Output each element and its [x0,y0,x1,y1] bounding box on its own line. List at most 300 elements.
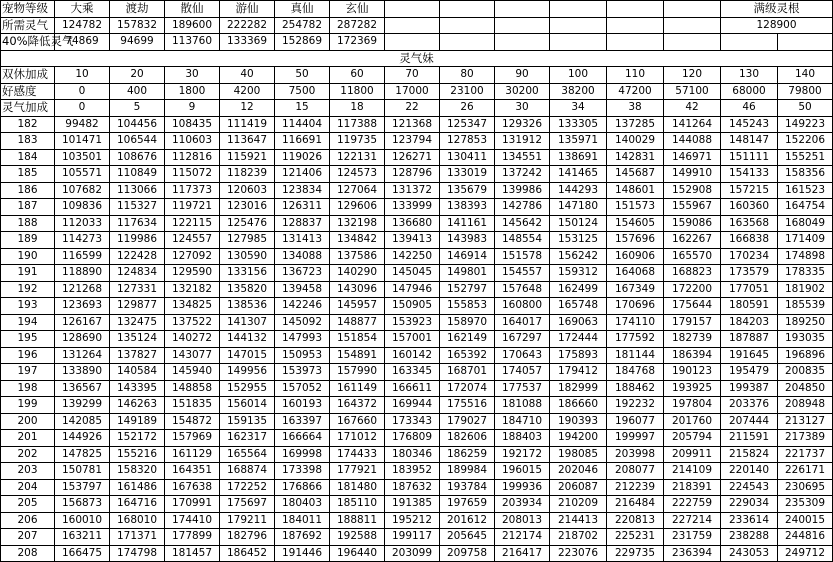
spirit-value-cell: 122115 [165,215,220,232]
spirit-value-cell: 174798 [110,545,165,562]
level-row [1,314,833,331]
dual-bonus-row [1,67,833,84]
spirit-value-cell: 197659 [440,496,495,513]
spirit-value-cell: 127985 [220,232,275,249]
dual-bonus-value: 20 [110,67,165,84]
spirit-value-cell: 138536 [220,298,275,315]
affinity-value: 7500 [275,83,330,100]
level-number: 201 [1,430,55,447]
spirit-value-cell: 139299 [55,397,110,414]
spirit-value-cell: 196077 [607,413,664,430]
empty-cell [385,17,440,34]
spirit-value-cell: 244816 [778,529,833,546]
spirit-value-cell: 160360 [721,199,778,216]
spirit-value-cell: 125476 [220,215,275,232]
spirit-value-cell: 195212 [385,512,440,529]
spirit-value-cell: 194200 [550,430,607,447]
level-number: 207 [1,529,55,546]
spirit-value-cell: 177921 [330,463,385,480]
spirit-value-cell: 119721 [165,199,220,216]
affinity-value: 79800 [778,83,833,100]
empty-cell [495,17,550,34]
spirit-value-cell: 126167 [55,314,110,331]
spirit-value-cell: 137285 [607,116,664,133]
spirit-value-cell: 199997 [607,430,664,447]
spirit-value-cell: 159086 [664,215,721,232]
spirit-value-cell: 168701 [440,364,495,381]
spirit-value-cell: 166611 [385,380,440,397]
spirit-value-cell: 203376 [721,397,778,414]
level-number: 189 [1,232,55,249]
dual-bonus-label: 双休加成 [1,67,55,84]
required-spirit-value: 222282 [220,17,275,34]
spirit-value-cell: 157052 [275,380,330,397]
spirit-value-cell: 223076 [550,545,607,562]
spirit-value-cell: 155853 [440,298,495,315]
level-row [1,380,833,397]
spirit-value-cell: 231759 [664,529,721,546]
spirit-value-cell: 174898 [778,248,833,265]
spirit-value-cell: 167349 [607,281,664,298]
spirit-value-cell: 174057 [495,364,550,381]
spirit-value-cell: 143096 [330,281,385,298]
spirit-value-cell: 170991 [165,496,220,513]
spirit-value-cell: 165570 [664,248,721,265]
spirit-value-cell: 136723 [275,265,330,282]
spirit-value-cell: 197804 [664,397,721,414]
spirit-value-cell: 153797 [55,479,110,496]
level-row [1,512,833,529]
reduced-spirit-value: 152869 [275,34,330,51]
required-spirit-value: 287282 [330,17,385,34]
spirit-value-cell: 229034 [721,496,778,513]
spirit-value-cell: 146971 [664,149,721,166]
level-number: 198 [1,380,55,397]
spirit-value-cell: 126271 [385,149,440,166]
spirit-value-cell: 155251 [778,149,833,166]
spirit-value-cell: 163211 [55,529,110,546]
spirit-value-cell: 133019 [440,166,495,183]
level-number: 193 [1,298,55,315]
spirit-value-cell: 163397 [275,413,330,430]
spirit-value-cell: 139986 [495,182,550,199]
spirit-value-cell: 184203 [721,314,778,331]
spirit-bonus-value: 30 [495,100,550,117]
spirit-value-cell: 123834 [275,182,330,199]
spirit-value-cell: 152908 [664,182,721,199]
spirit-value-cell: 184710 [495,413,550,430]
spirit-value-cell: 158970 [440,314,495,331]
level-row [1,215,833,232]
spirit-value-cell: 186660 [550,397,607,414]
spirit-value-cell: 118239 [220,166,275,183]
spirit-value-cell: 182796 [220,529,275,546]
spirit-value-cell: 221737 [778,446,833,463]
dual-bonus-value: 120 [664,67,721,84]
spirit-value-cell: 162267 [664,232,721,249]
spirit-bonus-value: 18 [330,100,385,117]
spirit-value-cell: 115072 [165,166,220,183]
level-row [1,182,833,199]
spirit-value-cell: 180591 [721,298,778,315]
spirit-value-cell: 222759 [664,496,721,513]
spirit-value-cell: 135124 [110,331,165,348]
spirit-value-cell: 145957 [330,298,385,315]
spirit-value-cell: 173343 [385,413,440,430]
affinity-row [1,83,833,100]
spirit-value-cell: 108676 [110,149,165,166]
reduced-spirit-value: 172369 [330,34,385,51]
spirit-value-cell: 108435 [165,116,220,133]
spirit-value-cell: 148147 [721,133,778,150]
spirit-value-cell: 186394 [664,347,721,364]
spirit-value-cell: 141307 [220,314,275,331]
affinity-value: 11800 [330,83,385,100]
spirit-value-cell: 142831 [607,149,664,166]
max-root-value: 128900 [721,17,833,34]
spirit-value-cell: 175644 [664,298,721,315]
spirit-value-cell: 175516 [440,397,495,414]
spirit-value-cell: 163568 [721,215,778,232]
spirit-value-cell: 170643 [495,347,550,364]
dual-bonus-value: 40 [220,67,275,84]
spirit-value-cell: 209758 [440,545,495,562]
spirit-value-cell: 187887 [721,331,778,348]
spirit-value-cell: 170696 [607,298,664,315]
level-number: 185 [1,166,55,183]
spirit-value-cell: 220140 [721,463,778,480]
level-row [1,430,833,447]
spirit-value-cell: 149910 [664,166,721,183]
spirit-value-cell: 174110 [607,314,664,331]
spirit-value-cell: 198085 [550,446,607,463]
spirit-bonus-value: 34 [550,100,607,117]
spirit-value-cell: 162499 [550,281,607,298]
spirit-value-cell: 182606 [440,430,495,447]
spirit-value-cell: 151573 [607,199,664,216]
empty-cell [664,1,721,18]
spirit-value-cell: 150124 [550,215,607,232]
spirit-value-cell: 121368 [385,116,440,133]
empty-cell [664,34,721,51]
spirit-value-cell: 227214 [664,512,721,529]
spirit-value-cell: 113066 [110,182,165,199]
spirit-value-cell: 243053 [721,545,778,562]
spirit-value-cell: 119026 [275,149,330,166]
spirit-value-cell: 192232 [607,397,664,414]
spirit-value-cell: 210209 [550,496,607,513]
spirit-value-cell: 172252 [220,479,275,496]
spirit-bonus-value: 22 [385,100,440,117]
spirit-value-cell: 157215 [721,182,778,199]
spirit-value-cell: 189984 [440,463,495,480]
spirit-value-cell: 139413 [385,232,440,249]
spirit-value-cell: 181480 [330,479,385,496]
empty-cell [440,1,495,18]
level-number: 205 [1,496,55,513]
spirit-value-cell: 214413 [550,512,607,529]
empty-cell [607,1,664,18]
spirit-value-cell: 133999 [385,199,440,216]
spirit-value-cell: 193784 [440,479,495,496]
spirit-value-cell: 175893 [550,347,607,364]
spirit-value-cell: 155967 [664,199,721,216]
spirit-value-cell: 106544 [110,133,165,150]
spirit-value-cell: 149223 [778,116,833,133]
required-spirit-value: 124782 [55,17,110,34]
spirit-value-cell: 151854 [330,331,385,348]
spirit-value-cell: 131912 [495,133,550,150]
level-row [1,347,833,364]
dual-bonus-value: 90 [495,67,550,84]
spirit-value-cell: 158356 [778,166,833,183]
spirit-value-cell: 152172 [110,430,165,447]
spirit-value-cell: 143395 [110,380,165,397]
spirit-value-cell: 103501 [55,149,110,166]
spirit-value-cell: 175697 [220,496,275,513]
spirit-value-cell: 181902 [778,281,833,298]
spirit-value-cell: 168823 [664,265,721,282]
spirit-value-cell: 154605 [607,215,664,232]
spirit-value-cell: 121268 [55,281,110,298]
spirit-value-cell: 193925 [664,380,721,397]
spirit-value-cell: 168010 [110,512,165,529]
spirit-value-cell: 144132 [220,331,275,348]
spirit-value-cell: 208013 [495,512,550,529]
spirit-value-cell: 154872 [165,413,220,430]
pet-tier-name: 游仙 [220,1,275,18]
level-number: 194 [1,314,55,331]
spirit-value-cell: 129877 [110,298,165,315]
spirit-value-cell: 180346 [385,446,440,463]
spirit-value-cell: 164716 [110,496,165,513]
level-number: 202 [1,446,55,463]
spirit-value-cell: 201760 [664,413,721,430]
spirit-value-cell: 123016 [220,199,275,216]
spirit-value-cell: 145243 [721,116,778,133]
level-row [1,479,833,496]
spirit-value-cell: 212174 [495,529,550,546]
spirit-value-cell: 132182 [165,281,220,298]
level-number: 184 [1,149,55,166]
spirit-value-cell: 177592 [607,331,664,348]
dual-bonus-value: 130 [721,67,778,84]
spirit-value-cell: 154891 [330,347,385,364]
spirit-value-cell: 115921 [220,149,275,166]
spirit-value-cell: 137586 [330,248,385,265]
required-spirit-value: 254782 [275,17,330,34]
spirit-bonus-value: 38 [607,100,664,117]
dual-bonus-value: 30 [165,67,220,84]
spirit-value-cell: 160142 [385,347,440,364]
spirit-value-cell: 184011 [275,512,330,529]
spirit-value-cell: 157696 [607,232,664,249]
level-row [1,281,833,298]
spirit-value-cell: 172444 [550,331,607,348]
reduced-spirit-row [1,34,833,51]
spirit-value-cell: 170234 [721,248,778,265]
spirit-value-cell: 114273 [55,232,110,249]
level-row [1,545,833,562]
spirit-value-cell: 238288 [721,529,778,546]
max-root-label: 满级灵根 [721,1,833,18]
spirit-value-cell: 158320 [110,463,165,480]
spirit-value-cell: 229735 [607,545,664,562]
spirit-bonus-value: 26 [440,100,495,117]
spirit-value-cell: 109836 [55,199,110,216]
section-title-row [1,50,833,67]
affinity-value: 0 [55,83,110,100]
level-number: 191 [1,265,55,282]
spirit-value-cell: 145642 [495,215,550,232]
spirit-value-cell: 203998 [607,446,664,463]
spirit-value-cell: 188403 [495,430,550,447]
spirit-value-cell: 116691 [275,133,330,150]
spirit-value-cell: 144088 [664,133,721,150]
level-row [1,364,833,381]
spirit-value-cell: 116599 [55,248,110,265]
spirit-value-cell: 191645 [721,347,778,364]
spirit-value-cell: 168049 [778,215,833,232]
spirit-value-cell: 177899 [165,529,220,546]
spirit-value-cell: 205645 [440,529,495,546]
dual-bonus-value: 80 [440,67,495,84]
spirit-value-cell: 135820 [220,281,275,298]
spirit-value-cell: 169944 [385,397,440,414]
spirit-value-cell: 145092 [275,314,330,331]
spirit-value-cell: 224543 [721,479,778,496]
spirit-value-cell: 128690 [55,331,110,348]
spirit-value-cell: 129606 [330,199,385,216]
spirit-value-cell: 230695 [778,479,833,496]
spirit-value-cell: 125347 [440,116,495,133]
spirit-value-cell: 179412 [550,364,607,381]
affinity-value: 23100 [440,83,495,100]
spirit-value-cell: 164372 [330,397,385,414]
level-row [1,265,833,282]
spirit-value-cell: 150781 [55,463,110,480]
empty-cell [495,1,550,18]
spirit-value-cell: 164351 [165,463,220,480]
affinity-value: 57100 [664,83,721,100]
spirit-value-cell: 171012 [330,430,385,447]
spirit-value-cell: 191446 [275,545,330,562]
spirit-value-cell: 124573 [330,166,385,183]
level-row [1,149,833,166]
level-row [1,199,833,216]
spirit-value-cell: 142246 [275,298,330,315]
spirit-value-cell: 115327 [110,199,165,216]
spirit-value-cell: 188811 [330,512,385,529]
spirit-value-cell: 128837 [275,215,330,232]
spirit-value-cell: 169998 [275,446,330,463]
pet-tier-name: 大乘 [55,1,110,18]
spirit-value-cell: 148877 [330,314,385,331]
dual-bonus-value: 10 [55,67,110,84]
spirit-value-cell: 156242 [550,248,607,265]
reduced-spirit-value: 133369 [220,34,275,51]
dual-bonus-value: 60 [330,67,385,84]
spirit-bonus-value: 15 [275,100,330,117]
spirit-value-cell: 120603 [220,182,275,199]
spirit-value-cell: 216417 [495,545,550,562]
spirit-value-cell: 110849 [110,166,165,183]
spirit-value-cell: 195479 [721,364,778,381]
spirit-value-cell: 240015 [778,512,833,529]
level-row [1,413,833,430]
reduced-spirit-value: 74869 [55,34,110,51]
spirit-value-cell: 164754 [778,199,833,216]
spirit-value-cell: 152797 [440,281,495,298]
spirit-value-cell: 146914 [440,248,495,265]
spirit-value-cell: 161523 [778,182,833,199]
spirit-value-cell: 192172 [495,446,550,463]
spirit-value-cell: 112033 [55,215,110,232]
spirit-value-cell: 145940 [165,364,220,381]
spirit-value-cell: 137242 [495,166,550,183]
section-title: 灵气妹 [1,50,833,67]
spirit-value-cell: 131413 [275,232,330,249]
spirit-value-cell: 206087 [550,479,607,496]
spirit-value-cell: 144926 [55,430,110,447]
pet-tier-name: 玄仙 [330,1,385,18]
spirit-value-cell: 185110 [330,496,385,513]
spirit-value-cell: 233614 [721,512,778,529]
required-spirit-value: 189600 [165,17,220,34]
spirit-value-cell: 110603 [165,133,220,150]
spirit-value-cell: 147015 [220,347,275,364]
spirit-bonus-row [1,100,833,117]
spirit-value-cell: 117388 [330,116,385,133]
spirit-value-cell: 166475 [55,545,110,562]
empty-cell [607,34,664,51]
spirit-value-cell: 167638 [165,479,220,496]
affinity-value: 30200 [495,83,550,100]
spirit-value-cell: 188462 [607,380,664,397]
spirit-value-cell: 159135 [220,413,275,430]
pet-tier-name: 真仙 [275,1,330,18]
spirit-value-cell: 101471 [55,133,110,150]
spirit-value-cell: 204850 [778,380,833,397]
spirit-value-cell: 211591 [721,430,778,447]
affinity-value: 400 [110,83,165,100]
spirit-value-cell: 147993 [275,331,330,348]
spirit-value-cell: 196896 [778,347,833,364]
spirit-value-cell: 186452 [220,545,275,562]
spirit-value-cell: 136680 [385,215,440,232]
spirit-value-cell: 140029 [607,133,664,150]
spirit-value-cell: 165392 [440,347,495,364]
spirit-value-cell: 131372 [385,182,440,199]
spirit-value-cell: 147825 [55,446,110,463]
spirit-value-cell: 138393 [440,199,495,216]
spirit-value-cell: 217389 [778,430,833,447]
spirit-value-cell: 135679 [440,182,495,199]
spirit-value-cell: 218391 [664,479,721,496]
spirit-value-cell: 127853 [440,133,495,150]
spirit-value-cell: 105571 [55,166,110,183]
spirit-value-cell: 156873 [55,496,110,513]
spirit-value-cell: 123693 [55,298,110,315]
spirit-value-cell: 153973 [275,364,330,381]
spirit-bonus-value: 9 [165,100,220,117]
level-number: 206 [1,512,55,529]
reduced-spirit-label: 40%降低灵气 [2,34,74,49]
affinity-label: 好感度 [1,83,55,100]
spirit-value-cell: 208077 [607,463,664,480]
spirit-value-cell: 235309 [778,496,833,513]
spirit-value-cell: 127331 [110,281,165,298]
